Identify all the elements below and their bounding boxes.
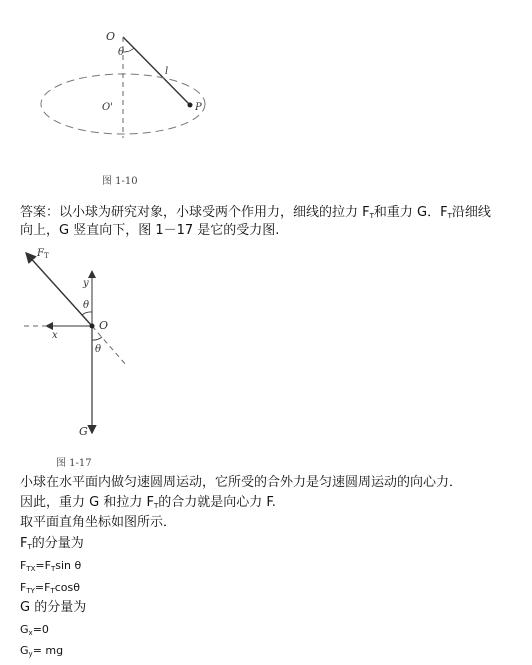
label-y: y — [83, 278, 89, 289]
equation-gx: $G_x=0$ — [20, 623, 49, 637]
label-x: x — [52, 330, 58, 341]
label-theta: θ — [118, 47, 125, 58]
equation-ftx: $F_{TX}=F_T\sin$ θ — [20, 559, 82, 573]
paragraph-3: 取平面直角坐标如图所示． — [20, 515, 177, 530]
string-line — [123, 37, 190, 105]
label-ft: $F_T$ — [37, 248, 49, 260]
equation-fty: $F_{TY}=F_T\cos\theta$ — [20, 581, 80, 595]
label-theta-bottom: θ — [95, 344, 102, 355]
answer-line-2: 向上，G 竖直向下，图 1－17 是它的受力图. — [20, 223, 280, 238]
paragraph-2: 因此，重力 G 和拉力 $F_T$的合力就是向心力 F. — [20, 495, 276, 510]
paragraph-5: G 的分量为 — [20, 600, 87, 615]
label-theta-top: θ — [83, 300, 90, 311]
label-o: O — [99, 319, 109, 332]
ball-p — [188, 103, 193, 108]
label-p: P — [195, 102, 202, 113]
figure-1-10 — [30, 20, 210, 170]
angle-arc-bottom — [92, 337, 102, 340]
figure-1-17-caption: 图 1-17 — [56, 458, 92, 469]
label-l: l — [165, 66, 169, 77]
ball-o — [90, 324, 95, 329]
label-g: G — [79, 425, 88, 438]
angle-arc-top — [82, 312, 92, 315]
paragraph-1: 小球在水平面内做匀速圆周运动，它所受的合外力是匀速圆周运动的向心力． — [20, 475, 463, 490]
equation-gy: $G_y=$ mg — [20, 644, 64, 658]
label-o-prime: O' — [102, 102, 113, 113]
paragraph-4: $F_T$的分量为 — [20, 536, 84, 551]
angle-arc — [123, 48, 134, 52]
answer-line-1: 答案：以小球为研究对象，小球受两个作用力，细线的拉力 $F_T$和重力 G．$F_T$沿细线 — [20, 205, 491, 220]
figure-1-17 — [15, 242, 150, 447]
label-o: O — [106, 30, 116, 43]
figure-1-10-caption: 图 1-10 — [102, 176, 138, 187]
